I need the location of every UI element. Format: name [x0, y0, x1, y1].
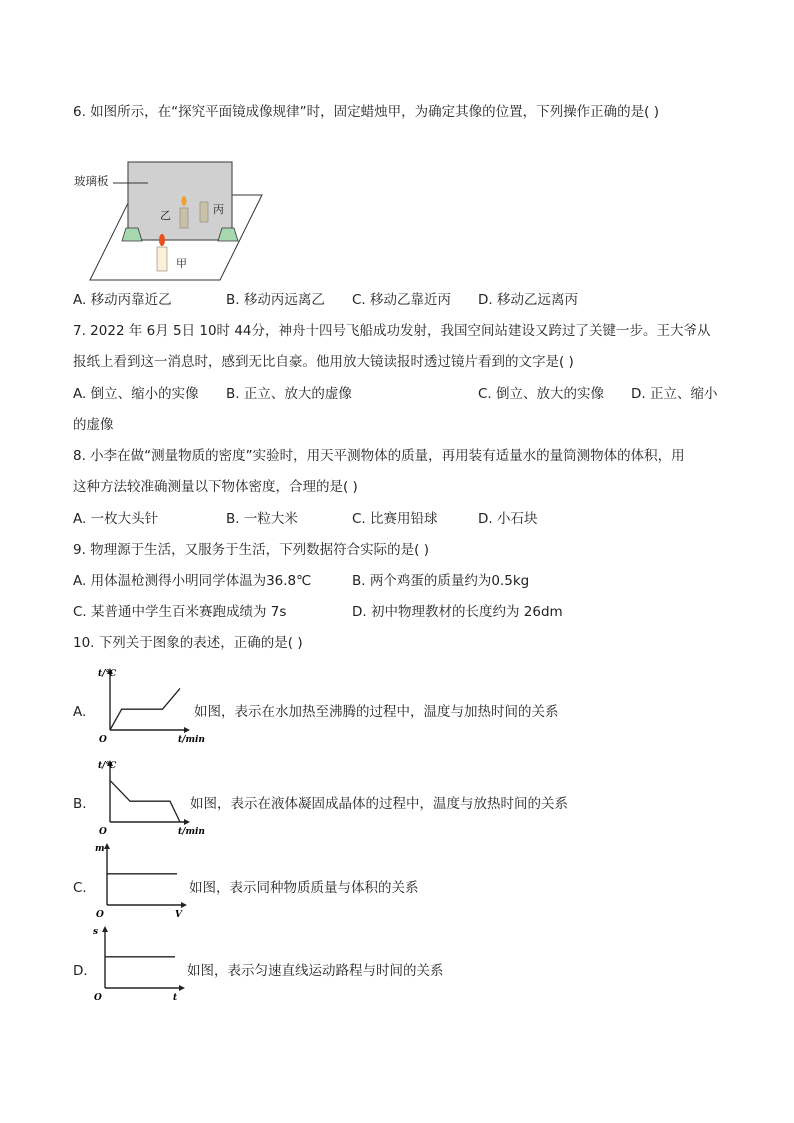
q7-stem-line1: 7. 2022 年 6月 5日 10时 44分，神舟十四号飞船成功发射，我国空间站建设又跨过了关键一步。王大爷从 — [73, 323, 711, 339]
q8-option-d[interactable]: D. 小石块 — [478, 511, 538, 527]
q9-option-a[interactable]: A. 用体温枪测得小明同学体温为36.8℃ — [73, 573, 312, 589]
origin-label: O — [94, 993, 102, 1003]
q10-chart-b — [96, 761, 205, 842]
q8-option-a[interactable]: A. 一枚大头针 — [73, 511, 159, 527]
label-yi: 乙 — [160, 209, 171, 222]
q6-option-a[interactable]: A. 移动丙靠近乙 — [73, 292, 172, 308]
q7-stem-line2: 报纸上看到这一消息时，感到无比自豪。他用放大镜读报时透过镜片看到的文字是( ) — [73, 354, 574, 370]
x-axis-label: V — [175, 910, 182, 920]
series-line — [110, 688, 180, 730]
q7-option-a[interactable]: A. 倒立、缩小的实像 — [73, 386, 199, 402]
candle-bing — [200, 202, 208, 222]
q9-option-c[interactable]: C. 某普通中学生百米赛跑成绩为 7s — [73, 604, 287, 620]
q10-option-b-text[interactable]: 如图，表示在液体凝固成晶体的过程中，温度与放热时间的关系 — [190, 796, 568, 812]
q10-chart-d — [91, 928, 186, 1008]
q6-option-d[interactable]: D. 移动乙远离丙 — [478, 292, 578, 308]
q6-option-b[interactable]: B. 移动丙远离乙 — [226, 292, 325, 308]
q8-option-b[interactable]: B. 一粒大米 — [226, 511, 298, 527]
label-jia: 甲 — [176, 257, 187, 270]
q9-option-d[interactable]: D. 初中物理教材的长度约为 26dm — [352, 604, 563, 620]
q10-stem: 10. 下列关于图象的表述，正确的是( ) — [73, 635, 303, 651]
label-bing: 丙 — [213, 203, 224, 216]
x-axis-arrow — [179, 985, 185, 991]
x-axis-arrow — [184, 819, 190, 825]
q7-option-d-cont: 的虚像 — [73, 417, 114, 433]
y-axis-label: t/℃ — [98, 669, 117, 679]
q10-option-b-letter[interactable]: B. — [73, 796, 87, 812]
q6-option-c[interactable]: C. 移动乙靠近丙 — [352, 292, 452, 308]
q7-option-d[interactable]: D. 正立、缩小 — [631, 386, 718, 402]
y-axis-label: t/℃ — [98, 761, 117, 771]
q10-option-c-letter[interactable]: C. — [73, 880, 87, 896]
glass-label: 玻璃板 — [74, 174, 109, 188]
y-axis-arrow — [104, 843, 110, 849]
glass-support-right — [218, 228, 238, 241]
q10-chart-c — [93, 845, 188, 925]
q7-option-c[interactable]: C. 倒立、放大的实像 — [478, 386, 605, 402]
q9-option-b[interactable]: B. 两个鸡蛋的质量约为0.5kg — [352, 573, 530, 589]
q10-option-a-letter[interactable]: A. — [73, 704, 87, 720]
y-axis-arrow — [102, 926, 108, 932]
q10-option-c-text[interactable]: 如图，表示同种物质质量与体积的关系 — [189, 880, 419, 896]
candle-yi — [180, 208, 188, 228]
q10-option-d-letter[interactable]: D. — [73, 963, 88, 979]
candle-jia — [157, 247, 167, 271]
x-axis-arrow — [184, 727, 190, 733]
q7-option-b[interactable]: B. 正立、放大的虚像 — [226, 386, 352, 402]
x-axis-label: t/min — [178, 735, 205, 745]
x-axis-arrow — [181, 902, 187, 908]
q8-option-c[interactable]: C. 比赛用铅球 — [352, 511, 438, 527]
x-axis-label: t/min — [178, 827, 205, 837]
x-axis-label: t — [173, 993, 178, 1003]
y-axis-label: m — [95, 844, 105, 854]
origin-label: O — [99, 735, 107, 745]
q8-stem-line2: 这种方法较准确测量以下物体密度，合理的是( ) — [73, 479, 358, 495]
q6-stem: 6. 如图所示，在“探究平面镜成像规律”时，固定蜡烛甲，为确定其像的位置，下列操作正确的是( ) — [73, 104, 659, 120]
y-axis-label: s — [93, 927, 99, 937]
origin-label: O — [96, 910, 104, 920]
q8-stem-line1: 8. 小李在做“测量物质的密度”实验时，用天平测物体的质量，再用装有适量水的量筒测物体的体积，用 — [73, 448, 685, 464]
origin-label: O — [99, 827, 107, 837]
q9-stem: 9. 物理源于生活，又服务于生活，下列数据符合实际的是( ) — [73, 542, 429, 558]
glass-support-left — [122, 228, 142, 241]
q10-option-d-text[interactable]: 如图，表示匀速直线运动路程与时间的关系 — [187, 963, 444, 979]
q10-option-a-text[interactable]: 如图，表示在水加热至沸腾的过程中，温度与加热时间的关系 — [194, 704, 559, 720]
q10-chart-a — [96, 669, 205, 750]
mirror-experiment-figure — [70, 155, 270, 285]
glass-plate — [128, 162, 232, 240]
series-line — [110, 780, 180, 822]
